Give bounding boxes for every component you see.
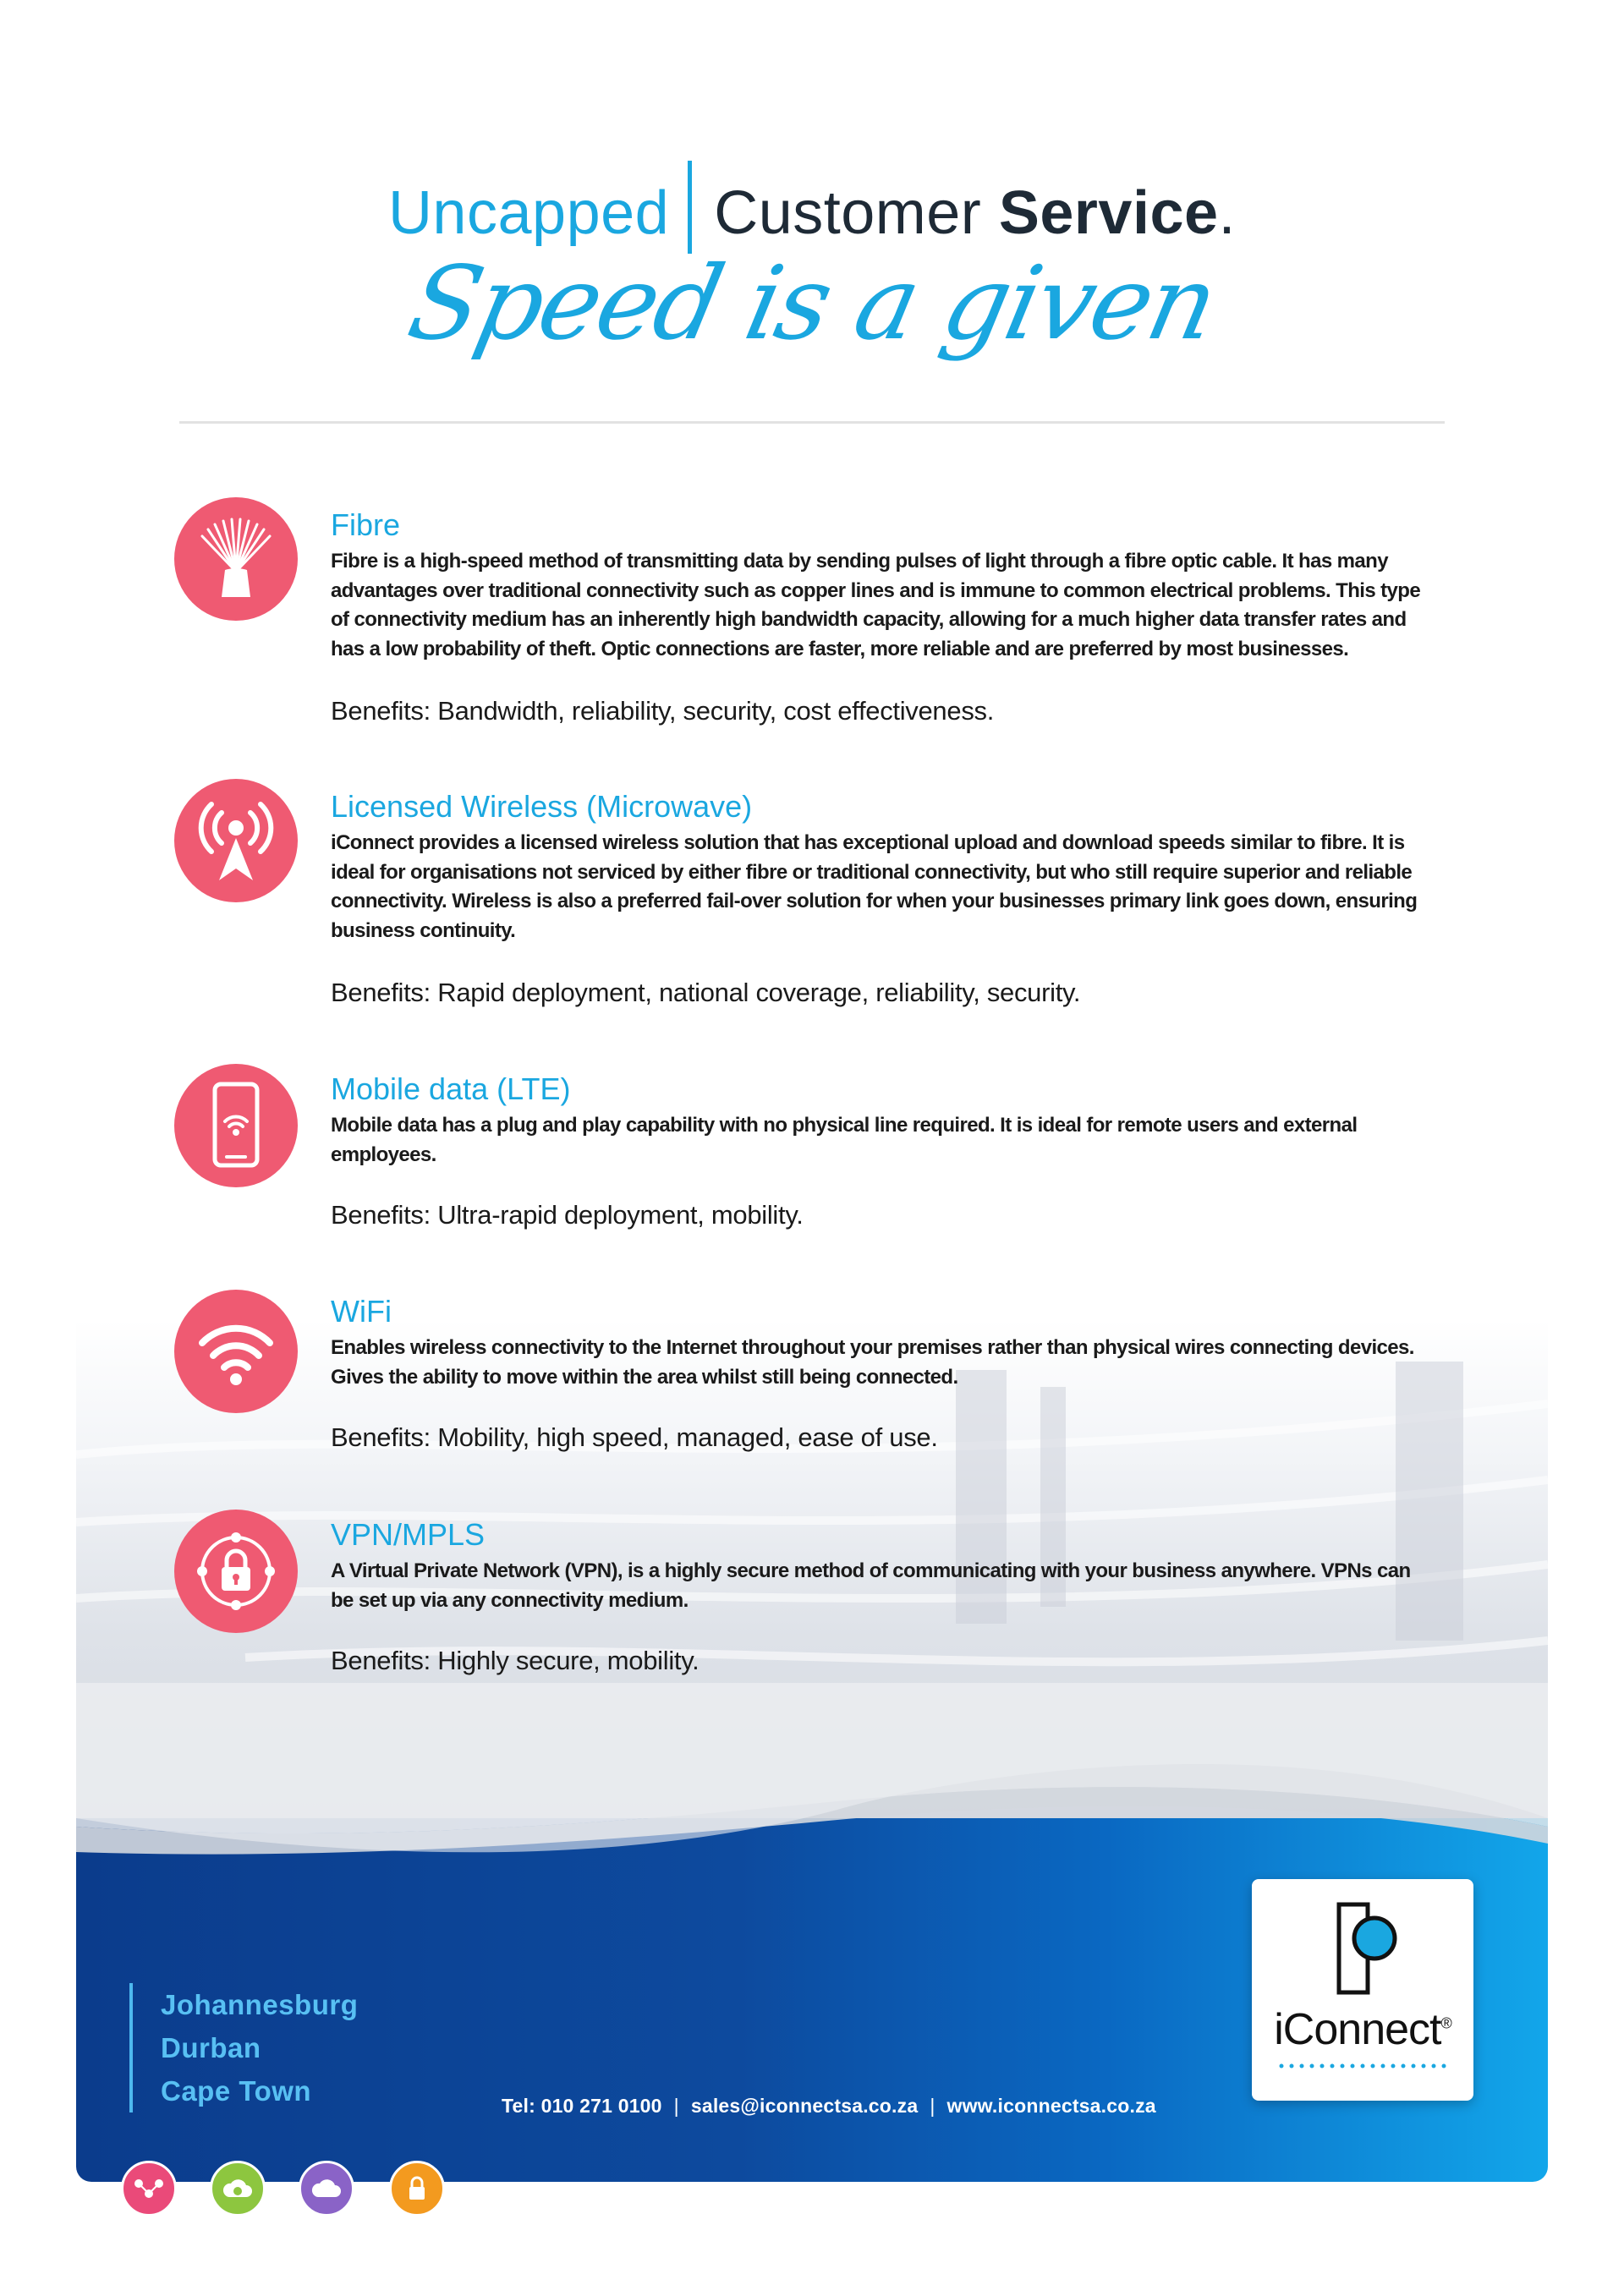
city-list xyxy=(129,1983,358,2112)
antenna-icon xyxy=(174,779,298,902)
service-benefits: Benefits: Rapid deployment, national coverage, reliability, security. xyxy=(331,978,1081,1007)
service-description: A Virtual Private Network (VPN), is a highly secure method of communicating with your business anywhere. VPNs can be set up via any connectivity medium. xyxy=(331,1559,1411,1612)
headline-customer: Customer xyxy=(714,179,982,247)
wifi-icon xyxy=(174,1290,298,1413)
service-benefits: Benefits: Ultra-rapid deployment, mobility. xyxy=(331,1200,804,1230)
bottom-icon-row xyxy=(0,2161,1624,2220)
service-description: Fibre is a high-speed method of transmitting data by sending pulses of light through a fibre optic cable. It has many advantages over traditional connectivity such as copper lines and is immune to common electrical problems. This type of connectivity medium has an inherently high bandwidth capacity, allowing for a much higher data transfer rates and has a low probability of theft. Optic connections are faster, more reliable and are preferred by most businesses. xyxy=(331,550,1421,660)
contact-tel[interactable]: Tel: 010 271 0100 xyxy=(502,2095,662,2117)
headline-uncapped: Uncapped xyxy=(387,179,670,247)
headline-separator xyxy=(688,161,692,254)
city-cape-town: Cape Town xyxy=(161,2075,312,2107)
headline-period: . xyxy=(1218,179,1237,247)
logo-text: iConnect xyxy=(1274,2005,1441,2054)
service-description: Mobile data has a plug and play capability with no physical line required. It is ideal for remote users and external employees. xyxy=(331,1114,1358,1166)
headline xyxy=(0,161,1624,254)
service-benefits: Benefits: Mobility, high speed, managed, ease of use. xyxy=(331,1422,938,1452)
padlock-network-icon xyxy=(174,1510,298,1633)
logo-registered-mark: ® xyxy=(1440,2014,1451,2032)
logo-wordmark xyxy=(1252,2004,1473,2055)
service-title: Fibre xyxy=(331,507,401,542)
contact-email[interactable]: sales@iconnectsa.co.za xyxy=(690,2095,919,2117)
logo-mark-icon xyxy=(1332,1899,1400,2001)
contact-line xyxy=(502,2095,1156,2118)
iconnect-logo xyxy=(1252,1879,1473,2101)
service-title: Licensed Wireless (Microwave) xyxy=(331,789,753,824)
page-header xyxy=(0,161,1624,254)
service-benefits: Benefits: Highly secure, mobility. xyxy=(331,1646,700,1675)
header-divider xyxy=(179,421,1445,424)
city-johannesburg: Johannesburg xyxy=(161,1989,359,2020)
fibre-optic-icon xyxy=(174,497,298,621)
service-title: VPN/MPLS xyxy=(331,1517,486,1552)
service-description: iConnect provides a licensed wireless solution that has exceptional upload and download speeds similar to fibre. It is ideal for organisations not serviced by either fibre or traditional connectivity, but who still require superior and reliable connectivity. Wireless is also a preferred fail-over solution for when your businesses primary link goes down, ensuring business continuity. xyxy=(331,831,1418,942)
service-benefits: Benefits: Bandwidth, reliability, security, cost effectiveness. xyxy=(331,696,995,726)
logo-dot-line xyxy=(1279,2063,1446,2069)
padlock-icon xyxy=(389,2161,445,2217)
mobile-phone-icon xyxy=(174,1064,298,1187)
headline-service: Service xyxy=(998,179,1219,247)
network-nodes-icon xyxy=(121,2161,177,2217)
cloud-icon xyxy=(299,2161,354,2217)
service-description: Enables wireless connectivity to the Internet throughout your premises rather than physical wires connecting devices. Gives the ability to move within the area whilst still being connected. xyxy=(331,1336,1414,1389)
cloud-phone-icon xyxy=(210,2161,266,2217)
city-durban: Durban xyxy=(161,2032,261,2063)
contact-separator: | xyxy=(673,2095,679,2117)
tagline: Speed is a given xyxy=(398,245,1226,363)
contact-separator: | xyxy=(930,2095,935,2117)
service-title: WiFi xyxy=(331,1294,392,1329)
service-title: Mobile data (LTE) xyxy=(331,1071,571,1106)
contact-website[interactable]: www.iconnectsa.co.za xyxy=(946,2095,1156,2117)
